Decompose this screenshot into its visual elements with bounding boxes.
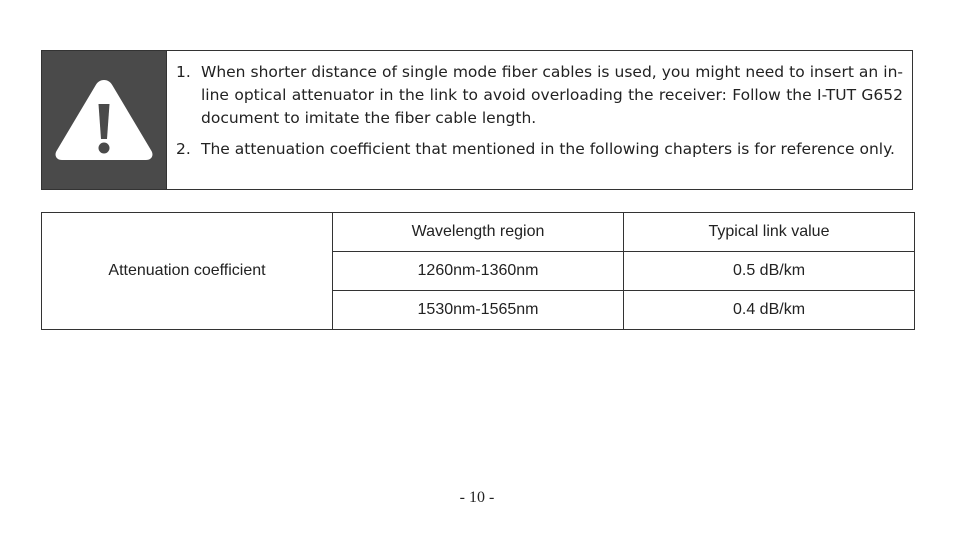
warning-triangle-icon (53, 76, 155, 164)
notice-item-number: 2. (176, 140, 191, 158)
parameter-cell: Attenuation coefficient (42, 213, 333, 330)
warning-notice-box (41, 50, 913, 190)
notice-item-text: When shorter distance of single mode fiber cables is used, you might need to insert an in-line optical attenuator in the link to avoid overloading the receiver: Follow the I-TUT G652 document to imitate the fiber cable length. (201, 63, 903, 127)
warning-icon-cell (42, 51, 167, 189)
notice-item (176, 61, 903, 130)
table-row (42, 213, 915, 252)
notice-list (176, 61, 903, 161)
table-cell-wavelength: 1260nm-1360nm (333, 252, 624, 291)
notice-item-text: The attenuation coefficient that mentioned in the following chapters is for reference only. (201, 140, 895, 158)
page-number: - 10 - (459, 489, 495, 506)
table-cell-value: 0.5 dB/km (624, 252, 915, 291)
table-cell-wavelength: 1530nm-1565nm (333, 291, 624, 330)
table-cell-value: 0.4 dB/km (624, 291, 915, 330)
notice-item-number: 1. (176, 63, 191, 81)
notice-text-cell (167, 51, 912, 189)
column-header-wavelength: Wavelength region (333, 213, 624, 252)
column-header-typical-value: Typical link value (624, 213, 915, 252)
notice-item (176, 138, 903, 161)
attenuation-table (41, 212, 915, 330)
